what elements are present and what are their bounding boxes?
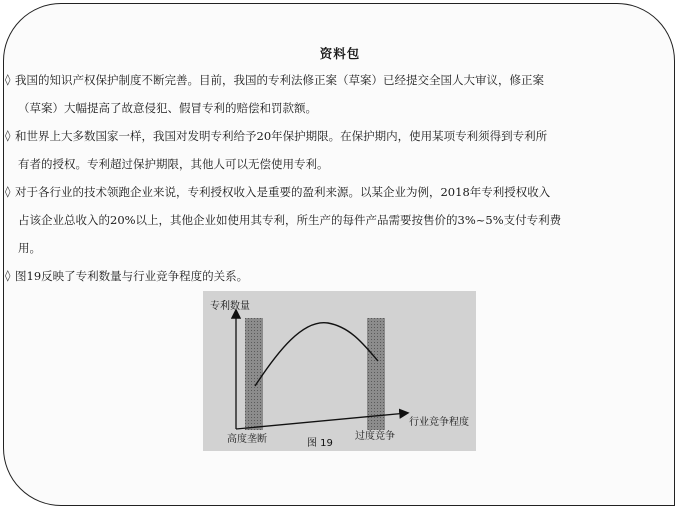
item-line: 我国的知识产权保护制度不断完善。目前，我国的专利法修正案（草案）已经提交全国人大审议，修正案 xyxy=(15,73,544,87)
item-line: 有者的授权。专利超过保护期限，其他人可以无偿使用专利。 xyxy=(18,157,329,171)
page-title: 资料包 xyxy=(319,46,361,61)
figure-svg xyxy=(203,291,476,451)
overcompetition-band xyxy=(367,318,385,430)
list-item xyxy=(6,66,666,122)
bullet-list xyxy=(6,66,666,290)
item-line: 图19反映了专利数量与行业竞争程度的关系。 xyxy=(15,269,249,283)
bullet-icon: ◊ xyxy=(5,129,11,142)
item-line: 用。 xyxy=(18,241,41,255)
bullet-icon: ◊ xyxy=(5,185,11,198)
item-line: 和世界上大多数国家一样，我国对发明专利给予20年保护期限。在保护期内，使用某项专利须得到专利所 xyxy=(15,129,548,143)
y-axis-label: 专利数量 xyxy=(210,301,250,312)
right-band-label: 过度竞争 xyxy=(355,431,395,442)
item-line: 对于各行业的技术领跑企业来说，专利授权收入是重要的盈利来源。以某企业为例，2018年专利授权收入 xyxy=(15,185,551,199)
item-line: （草案）大幅提高了故意侵犯、假冒专利的赔偿和罚款额。 xyxy=(18,101,317,115)
x-axis-label: 行业竞争程度 xyxy=(409,417,469,428)
bullet-icon: ◊ xyxy=(5,269,11,282)
figure-caption: 图 19 xyxy=(307,438,333,449)
list-item xyxy=(6,178,666,262)
list-item xyxy=(6,122,666,178)
item-line: 占该企业总收入的20%以上，其他企业如使用其专利，所生产的每件产品需要按售价的3%~5%支付专利费 xyxy=(18,213,562,227)
list-item xyxy=(6,262,666,290)
left-band-label: 高度垄断 xyxy=(227,434,267,445)
patent-competition-figure xyxy=(203,291,476,451)
bullet-icon: ◊ xyxy=(5,73,11,86)
patent-curve xyxy=(255,323,378,386)
monopoly-band xyxy=(245,318,263,430)
